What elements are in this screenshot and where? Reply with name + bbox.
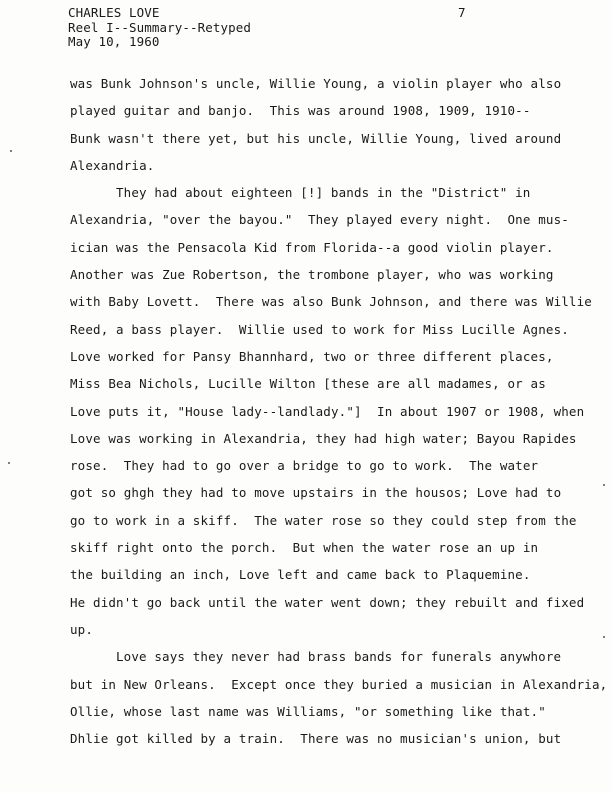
text-line: rose. They had to go over a bridge to go to work. The water [70,458,539,474]
text-line: Ollie, whose last name was Williams, "or something like that." [70,703,546,719]
text-line: Love says they never had brass bands for funerals anywhore [116,649,562,665]
body-text [70,70,608,752]
text-line: Love puts it, "House lady--landlady."] In about 1907 or 1908, when [70,403,585,419]
header-date: May 10, 1960 [68,34,160,49]
text-line: Alexandria. [70,157,155,173]
text-line: skiff right onto the porch. But when the water rose an up in [70,540,539,556]
text-line: He didn't go back until the water went down; they rebuilt and fixed [70,594,585,610]
scan-speck [10,150,12,152]
scan-speck [8,462,10,464]
scan-speck [603,484,605,486]
text-line: Love was working in Alexandria, they had high water; Bayou Rapides [70,430,577,446]
document-header [68,6,251,50]
text-line: They had about eighteen [!] bands in the "District" in [116,185,531,201]
text-line: Love worked for Pansy Bhannhard, two or three different places, [70,348,554,364]
text-line: Dhlie got killed by a train. There was no musician's union, but [70,731,562,747]
text-line: Another was Zue Robertson, the trombone player, who was working [70,267,554,283]
header-name: CHARLES LOVE [68,5,160,20]
text-line: played guitar and banjo. This was around 1908, 1909, 1910-- [70,103,531,119]
text-line: but in New Orleans. Except once they buried a musician in Alexandria, [70,676,608,692]
text-line: ician was the Pensacola Kid from Florida--a good violin player. [70,239,554,255]
text-line: Miss Bea Nichols, Lucille Wilton [these are all madames, or as [70,376,546,392]
text-line: Bunk wasn't there yet, but his uncle, Willie Young, lived around [70,130,562,146]
text-line: Reed, a bass player. Willie used to work for Miss Lucille Agnes. [70,321,569,337]
text-line: the building an inch, Love left and came back to Plaquemine. [70,567,531,583]
header-reel: Reel I--Summary--Retyped [68,19,252,35]
page-number: 7 [458,5,466,20]
text-line: go to work in a skiff. The water rose so they could step from the [70,512,577,528]
text-line: was Bunk Johnson's uncle, Willie Young, a violin player who also [70,76,562,91]
text-line: up. [70,621,94,637]
text-line: with Baby Lovett. There was also Bunk Johnson, and there was Willie [70,294,592,310]
scan-speck [603,636,605,638]
text-line: Alexandria, "over the bayou." They played every night. One mus- [70,212,569,228]
text-line: got so ghgh they had to move upstairs in the housos; Love had to [70,485,562,501]
